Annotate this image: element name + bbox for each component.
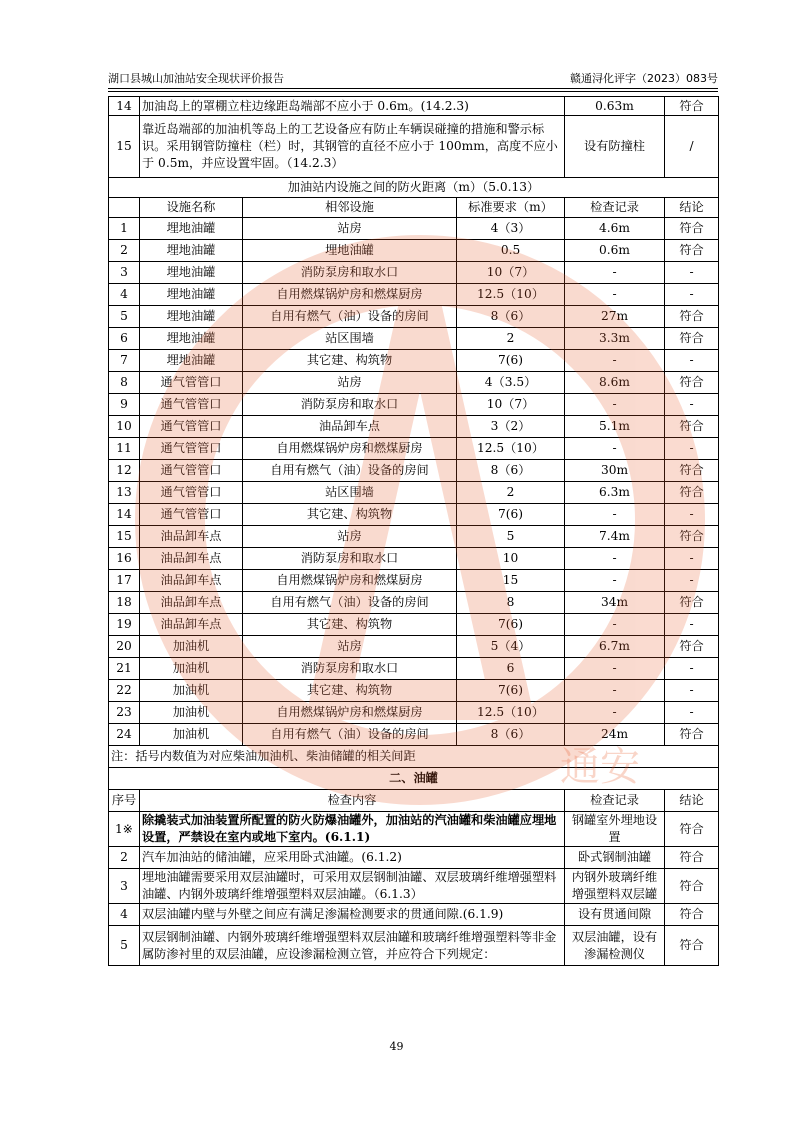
check-record: -	[565, 680, 665, 702]
facility-name: 油品卸车点	[140, 614, 243, 636]
check-record: 8.6m	[565, 372, 665, 394]
facility-name: 埋地油罐	[140, 328, 243, 350]
adjacent-facility: 站房	[243, 372, 457, 394]
row-number: 2	[109, 240, 140, 262]
check-record: -	[565, 702, 665, 724]
table-row	[109, 812, 719, 847]
row-number: 20	[109, 636, 140, 658]
check-result: 符合	[665, 869, 719, 904]
table-header-row	[109, 198, 719, 218]
check-result: 符合	[665, 847, 719, 869]
check-content: 双层油罐内壁与外壁之间应有满足渗漏检测要求的贯通间隙.(6.1.9)	[140, 904, 565, 926]
blank-header-cell	[109, 198, 140, 218]
row-number: 16	[109, 548, 140, 570]
required-distance: 6	[457, 658, 565, 680]
row-number: 7	[109, 350, 140, 372]
facility-name: 油品卸车点	[140, 592, 243, 614]
check-record: 3.3m	[565, 328, 665, 350]
check-record: 27m	[565, 306, 665, 328]
row-number: 5	[109, 926, 140, 966]
column-header: 检查记录	[565, 790, 665, 812]
adjacent-facility: 其它建、构筑物	[243, 504, 457, 526]
check-result: 符合	[665, 526, 719, 548]
required-distance: 7(6)	[457, 614, 565, 636]
table-row	[109, 680, 719, 702]
check-content: 加油岛上的罩棚立柱边缘距岛端部不应小于 0.6m。(14.2.3)	[140, 97, 565, 116]
check-record: -	[565, 394, 665, 416]
table-row	[109, 460, 719, 482]
table-row	[109, 394, 719, 416]
facility-name: 加油机	[140, 702, 243, 724]
check-record: 0.6m	[565, 240, 665, 262]
row-number: 1	[109, 218, 140, 240]
row-number: 15	[109, 526, 140, 548]
check-record: 双层油罐，设有渗漏检测仪	[565, 926, 665, 966]
table-row	[109, 926, 719, 966]
row-number: 22	[109, 680, 140, 702]
check-record: -	[565, 350, 665, 372]
required-distance: 0.5	[457, 240, 565, 262]
table-row	[109, 847, 719, 869]
column-header: 检查记录	[565, 198, 665, 218]
required-distance: 15	[457, 570, 565, 592]
column-header: 结论	[665, 790, 719, 812]
check-record: 4.6m	[565, 218, 665, 240]
adjacent-facility: 自用燃煤锅炉房和燃煤厨房	[243, 702, 457, 724]
check-record: 卧式钢制油罐	[565, 847, 665, 869]
required-distance: 3（2）	[457, 416, 565, 438]
facility-name: 埋地油罐	[140, 306, 243, 328]
adjacent-facility: 油品卸车点	[243, 416, 457, 438]
check-record: -	[565, 262, 665, 284]
check-record: -	[565, 284, 665, 306]
required-distance: 8（6）	[457, 460, 565, 482]
required-distance: 12.5（10）	[457, 702, 565, 724]
adjacent-facility: 自用燃煤锅炉房和燃煤厨房	[243, 284, 457, 306]
check-result: 符合	[665, 372, 719, 394]
check-record: -	[565, 614, 665, 636]
row-number: 11	[109, 438, 140, 460]
row-number: 14	[109, 504, 140, 526]
adjacent-facility: 自用有燃气（油）设备的房间	[243, 592, 457, 614]
row-number: 6	[109, 328, 140, 350]
row-number: 10	[109, 416, 140, 438]
facility-name: 通气管管口	[140, 438, 243, 460]
row-number: 15	[109, 116, 140, 178]
row-number: 1※	[109, 812, 140, 847]
facility-name: 通气管管口	[140, 482, 243, 504]
table-row	[109, 262, 719, 284]
row-number: 3	[109, 262, 140, 284]
check-result: -	[665, 394, 719, 416]
check-result: 符合	[665, 482, 719, 504]
row-number: 12	[109, 460, 140, 482]
required-distance: 5	[457, 526, 565, 548]
check-result: -	[665, 350, 719, 372]
adjacent-facility: 站区围墙	[243, 328, 457, 350]
table-row	[109, 116, 719, 178]
check-result: 符合	[665, 218, 719, 240]
required-distance: 10（7）	[457, 394, 565, 416]
check-record: -	[565, 504, 665, 526]
table-row	[109, 702, 719, 724]
check-record: -	[565, 658, 665, 680]
adjacent-facility: 其它建、构筑物	[243, 350, 457, 372]
check-record: 30m	[565, 460, 665, 482]
required-distance: 7(6)	[457, 350, 565, 372]
adjacent-facility: 消防泵房和取水口	[243, 658, 457, 680]
facility-name: 埋地油罐	[140, 262, 243, 284]
check-result: 符合	[665, 416, 719, 438]
adjacent-facility: 自用有燃气（油）设备的房间	[243, 724, 457, 746]
facility-name: 通气管管口	[140, 394, 243, 416]
check-content: 汽车加油站的储油罐，应采用卧式油罐。(6.1.2)	[140, 847, 565, 869]
table-row	[109, 904, 719, 926]
check-content: 双层钢制油罐、内钢外玻璃纤维增强塑料双层油罐和玻璃纤维增强塑料等非金属防渗衬里的双层油罐，应设渗漏检测立管，并应符合下列规定：	[140, 926, 565, 966]
check-result: 符合	[665, 812, 719, 847]
adjacent-facility: 站房	[243, 526, 457, 548]
check-result: -	[665, 262, 719, 284]
check-result: -	[665, 702, 719, 724]
adjacent-facility: 自用有燃气（油）设备的房间	[243, 306, 457, 328]
column-header: 标准要求（m）	[457, 198, 565, 218]
header-divider-thin	[108, 91, 718, 92]
table-row	[109, 636, 719, 658]
adjacent-facility: 自用燃煤锅炉房和燃煤厨房	[243, 570, 457, 592]
facility-name: 埋地油罐	[140, 218, 243, 240]
table-row	[109, 240, 719, 262]
required-distance: 12.5（10）	[457, 438, 565, 460]
adjacent-facility: 自用燃煤锅炉房和燃煤厨房	[243, 438, 457, 460]
row-number: 3	[109, 869, 140, 904]
table-row	[109, 869, 719, 904]
adjacent-facility: 站房	[243, 218, 457, 240]
table-row	[109, 218, 719, 240]
column-header: 结论	[665, 198, 719, 218]
facility-name: 油品卸车点	[140, 570, 243, 592]
check-result: 符合	[665, 460, 719, 482]
page-number: 49	[389, 1040, 404, 1053]
adjacent-facility: 消防泵房和取水口	[243, 262, 457, 284]
table-row	[109, 504, 719, 526]
facility-name: 通气管管口	[140, 460, 243, 482]
check-record: 钢罐室外埋地设置	[565, 812, 665, 847]
table-row	[109, 548, 719, 570]
check-record: -	[565, 570, 665, 592]
adjacent-facility: 埋地油罐	[243, 240, 457, 262]
check-record: 设有防撞柱	[565, 116, 665, 178]
check-record: -	[565, 438, 665, 460]
row-number: 5	[109, 306, 140, 328]
table-row	[109, 328, 719, 350]
required-distance: 8（6）	[457, 306, 565, 328]
facility-name: 埋地油罐	[140, 350, 243, 372]
check-result: -	[665, 570, 719, 592]
row-number: 24	[109, 724, 140, 746]
row-number: 18	[109, 592, 140, 614]
check-record: 内钢外玻璃纤维增强塑料双层罐	[565, 869, 665, 904]
header-report-number: 赣通浔化评字（2023）083号	[570, 72, 718, 85]
check-record: 7.4m	[565, 526, 665, 548]
row-number: 2	[109, 847, 140, 869]
check-content: 除撬装式加油装置所配置的防火防爆油罐外，加油站的汽油罐和柴油罐应埋地设置，严禁设在室内或地下室内。(6.1.1)	[140, 812, 565, 847]
table-row	[109, 482, 719, 504]
check-result: -	[665, 614, 719, 636]
check-record: 设有贯通间隙	[565, 904, 665, 926]
check-result: 符合	[665, 97, 719, 116]
check-record: -	[565, 548, 665, 570]
table-row	[109, 416, 719, 438]
note-row	[109, 746, 719, 768]
table-row	[109, 570, 719, 592]
page-header	[108, 70, 718, 86]
required-distance: 4（3.5）	[457, 372, 565, 394]
check-result: 符合	[665, 724, 719, 746]
distance-section-title: 加油站内设施之间的防火距离（m）（5.0.13）	[109, 178, 719, 198]
column-header: 序号	[109, 790, 140, 812]
required-distance: 10（7）	[457, 262, 565, 284]
facility-name: 油品卸车点	[140, 548, 243, 570]
required-distance: 7(6)	[457, 504, 565, 526]
facility-name: 加油机	[140, 680, 243, 702]
check-result: -	[665, 658, 719, 680]
required-distance: 8	[457, 592, 565, 614]
check-result: -	[665, 680, 719, 702]
row-number: 4	[109, 904, 140, 926]
check-record: 24m	[565, 724, 665, 746]
table-note: 注：括号内数值为对应柴油加油机、柴油储罐的相关间距	[109, 746, 719, 768]
table-row	[109, 97, 719, 116]
check-record: 34m	[565, 592, 665, 614]
table-row	[109, 284, 719, 306]
section-title-row	[109, 768, 719, 790]
check-result: /	[665, 116, 719, 178]
header-report-title: 湖口县城山加油站安全现状评价报告	[108, 72, 284, 85]
required-distance: 2	[457, 328, 565, 350]
check-result: 符合	[665, 306, 719, 328]
row-number: 4	[109, 284, 140, 306]
table-row	[109, 614, 719, 636]
table-row	[109, 350, 719, 372]
required-distance: 5（4）	[457, 636, 565, 658]
facility-name: 通气管管口	[140, 504, 243, 526]
check-result: 符合	[665, 240, 719, 262]
check-result: 符合	[665, 904, 719, 926]
row-number: 14	[109, 97, 140, 116]
required-distance: 12.5（10）	[457, 284, 565, 306]
table-row	[109, 526, 719, 548]
column-header: 相邻设施	[243, 198, 457, 218]
facility-name: 加油机	[140, 636, 243, 658]
table-header-row	[109, 790, 719, 812]
required-distance: 8（6）	[457, 724, 565, 746]
row-number: 23	[109, 702, 140, 724]
required-distance: 4（3）	[457, 218, 565, 240]
check-record: 5.1m	[565, 416, 665, 438]
column-header: 设施名称	[140, 198, 243, 218]
check-content: 埋地油罐需要采用双层油罐时，可采用双层钢制油罐、双层玻璃纤维增强塑料油罐、内钢外玻璃纤维增强塑料双层油罐。（6.1.3）	[140, 869, 565, 904]
facility-name: 埋地油罐	[140, 240, 243, 262]
facility-name: 通气管管口	[140, 416, 243, 438]
adjacent-facility: 消防泵房和取水口	[243, 394, 457, 416]
adjacent-facility: 站房	[243, 636, 457, 658]
adjacent-facility: 自用有燃气（油）设备的房间	[243, 460, 457, 482]
table-row	[109, 658, 719, 680]
facility-name: 加油机	[140, 658, 243, 680]
row-number: 9	[109, 394, 140, 416]
watermark-text: 通安	[560, 744, 640, 790]
row-number: 17	[109, 570, 140, 592]
inspection-table	[108, 96, 719, 966]
check-result: 符合	[665, 636, 719, 658]
column-header: 检查内容	[140, 790, 565, 812]
adjacent-facility: 站区围墙	[243, 482, 457, 504]
adjacent-facility: 消防泵房和取水口	[243, 548, 457, 570]
required-distance: 2	[457, 482, 565, 504]
table-row	[109, 438, 719, 460]
facility-name: 埋地油罐	[140, 284, 243, 306]
required-distance: 7(6)	[457, 680, 565, 702]
section-title-row	[109, 178, 719, 198]
row-number: 19	[109, 614, 140, 636]
tank-section-title: 二、油罐	[109, 768, 719, 790]
facility-name: 油品卸车点	[140, 526, 243, 548]
check-result: 符合	[665, 592, 719, 614]
row-number: 21	[109, 658, 140, 680]
table-row	[109, 724, 719, 746]
facility-name: 加油机	[140, 724, 243, 746]
check-result: 符合	[665, 328, 719, 350]
check-record: 6.3m	[565, 482, 665, 504]
table-row	[109, 592, 719, 614]
check-result: -	[665, 438, 719, 460]
table-row	[109, 306, 719, 328]
check-result: 符合	[665, 926, 719, 966]
check-result: -	[665, 548, 719, 570]
check-result: -	[665, 284, 719, 306]
check-result: -	[665, 504, 719, 526]
check-record: 6.7m	[565, 636, 665, 658]
header-divider	[108, 88, 718, 89]
adjacent-facility: 其它建、构筑物	[243, 614, 457, 636]
facility-name: 通气管管口	[140, 372, 243, 394]
adjacent-facility: 其它建、构筑物	[243, 680, 457, 702]
check-record: 0.63m	[565, 97, 665, 116]
check-content: 靠近岛端部的加油机等岛上的工艺设备应有防止车辆误碰撞的措施和警示标识。采用钢管防撞柱（栏）时，其钢管的直径不应小于 100mm，高度不应小于 0.5m，并应设置牢固。（14.2.3）	[140, 116, 565, 178]
table-row	[109, 372, 719, 394]
row-number: 8	[109, 372, 140, 394]
row-number: 13	[109, 482, 140, 504]
required-distance: 10	[457, 548, 565, 570]
